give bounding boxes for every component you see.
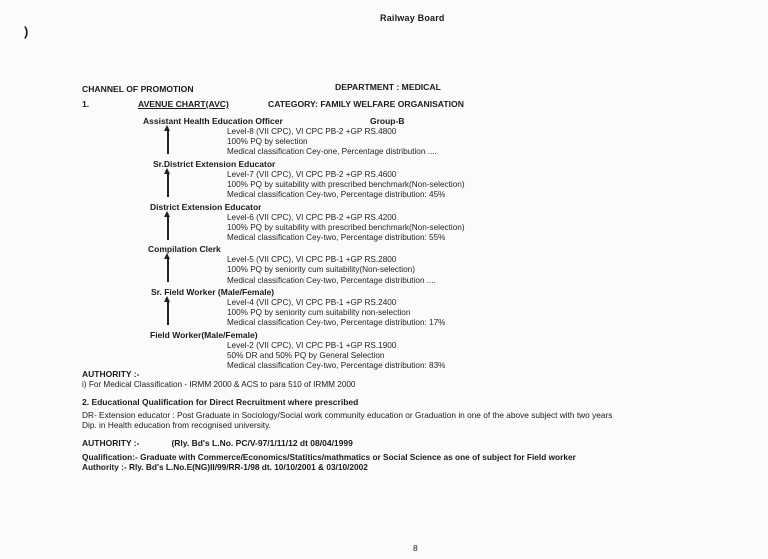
dr-qualification-line: DR- Extension educator : Post Graduate in Sociology/Social work community education or Graduation in one of the above subject with two years: [82, 410, 613, 420]
avenue-chart: [143, 116, 623, 373]
authority-heading: AUTHORITY :-: [82, 369, 140, 379]
authority-heading: AUTHORITY :-: [82, 437, 140, 448]
level-detail-line: Medical classification Cey-one, Percentage distribution ....: [227, 147, 437, 157]
group-label: Group-B: [370, 116, 405, 126]
authority-section: [82, 369, 355, 391]
chart-level: [143, 202, 623, 243]
level-detail-line: Medical classification Cey-two, Percentage distribution: 55%: [227, 232, 446, 242]
level-detail-line: Level-6 (VII CPC), VI CPC PB-2 +GP RS.4200: [227, 212, 397, 222]
chart-level: [143, 330, 623, 371]
authority-note: i) For Medical Classification - IRMM 2000 & ACS to para 510 of IRMM 2000: [82, 380, 356, 389]
post-title: Compilation Clerk: [148, 244, 221, 255]
post-title: Field Worker(Male/Female): [150, 329, 258, 340]
section2-heading: 2. Educational Qualification for Direct Recruitment where prescribed: [82, 397, 359, 407]
level-detail-line: 50% DR and 50% PQ by General Selection: [227, 351, 385, 360]
chart-level: [143, 159, 623, 200]
field-worker-authority-line: Authority :- Rly. Bd's L.No.E(NG)II/99/RR-1/98 dt. 10/10/2001 & 03/10/2002: [82, 462, 368, 473]
level-detail-line: Medical classification Cey-two, Percentage distribution: 17%: [227, 318, 446, 328]
promotion-arrow-icon: [167, 217, 169, 240]
avenue-chart-heading: AVENUE CHART(AVC): [138, 99, 229, 109]
level-detail-line: 100% PQ by seniority cum suitability(Non-selection): [227, 265, 415, 275]
field-worker-qualification-line: Qualification:- Graduate with Commerce/Economics/Statitics/mathmatics or Social Science as one of subject for Field worker: [82, 451, 576, 462]
chart-level: [143, 244, 623, 285]
level-detail-line: Medical classification Cey-two, Percentage distribution: 83%: [227, 361, 446, 371]
post-title: Sr.District Extension Educator: [153, 158, 276, 169]
level-detail-line: Medical classification Cey-two, Percentage distribution: 45%: [227, 189, 446, 199]
level-detail-line: 100% PQ by seniority cum suitability non-selection: [227, 308, 411, 318]
dr-qualification-line: Dip. in Health education from recognised university.: [82, 420, 271, 431]
level-detail-line: 100% PQ by suitability with prescribed benchmark(Non-selection): [227, 222, 465, 232]
level-detail-line: 100% PQ by selection: [227, 137, 308, 147]
promotion-arrow-icon: [167, 174, 169, 197]
post-title: Assistant Health Education Officer: [143, 116, 283, 126]
chart-level: [143, 287, 623, 328]
chart-level: [143, 116, 623, 157]
promotion-arrow-icon: [167, 131, 169, 154]
promotion-arrow-icon: [167, 302, 169, 325]
educational-qualification-section: [82, 397, 612, 473]
level-detail-line: Level-7 (VII CPC), VI CPC PB-2 +GP RS.4600: [227, 169, 397, 179]
handwritten-corner-mark: ): [24, 24, 29, 39]
level-detail-line: Level-8 (VII CPC), VI CPC PB-2 +GP RS.4800: [227, 127, 397, 136]
level-detail-line: Level-2 (VII CPC), VI CPC PB-1 +GP RS.1900: [227, 340, 397, 350]
level-detail-line: Level-5 (VII CPC), VI CPC PB-1 +GP RS.2800: [227, 255, 397, 265]
level-detail-line: Level-4 (VII CPC), VI CPC PB-1 +GP RS.2400: [227, 298, 397, 308]
post-title: Sr. Field Worker (Male/Female): [151, 287, 275, 298]
level-detail-line: Medical classification Cey-two, Percentage distribution ....: [227, 275, 436, 285]
level-detail-line: 100% PQ by suitability with prescribed benchmark(Non-selection): [227, 179, 465, 189]
item-number: 1.: [82, 99, 90, 109]
page-number: 8: [413, 543, 418, 553]
category-heading: CATEGORY: FAMILY WELFARE ORGANISATION: [268, 99, 464, 109]
promotion-arrow-icon: [167, 259, 169, 282]
channel-of-promotion-heading: CHANNEL OF PROMOTION: [82, 84, 194, 94]
department-heading: DEPARTMENT : MEDICAL: [335, 82, 441, 92]
authority-reference: (Rly. Bd's L.No. PC/V-97/1/11/12 dt 08/04/1999: [171, 437, 353, 448]
post-title: District Extension Educator: [150, 201, 262, 212]
document-title: Railway Board: [380, 13, 445, 23]
